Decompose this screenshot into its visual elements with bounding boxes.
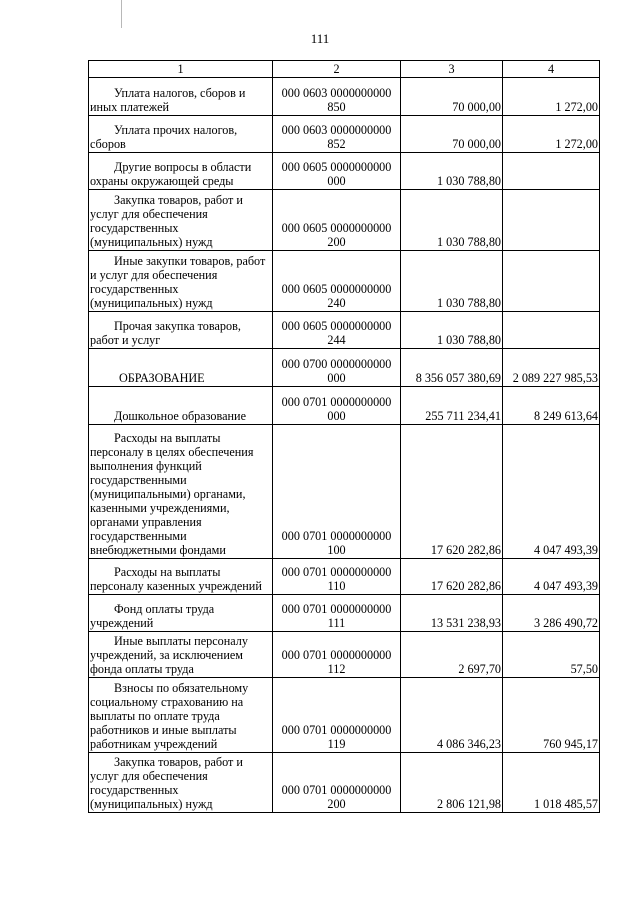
header-row	[89, 61, 600, 78]
table-row	[89, 425, 600, 559]
row-executed: 4 047 493,39	[503, 425, 600, 559]
table-row	[89, 153, 600, 190]
row-code: 000 0603 0000000000 850	[273, 78, 401, 116]
table-row	[89, 349, 600, 387]
table-row	[89, 190, 600, 251]
row-planned: 1 030 788,80	[401, 190, 503, 251]
row-executed: 57,50	[503, 632, 600, 678]
row-name: Уплата налогов, сборов и иных платежей	[89, 78, 273, 116]
row-code: 000 0701 0000000000 112	[273, 632, 401, 678]
row-name: Прочая закупка товаров, работ и услуг	[89, 312, 273, 349]
row-code: 000 0701 0000000000 000	[273, 387, 401, 425]
row-planned: 4 086 346,23	[401, 678, 503, 753]
row-planned: 13 531 238,93	[401, 595, 503, 632]
table-row	[89, 116, 600, 153]
row-code: 000 0701 0000000000 119	[273, 678, 401, 753]
row-executed: 3 286 490,72	[503, 595, 600, 632]
row-planned: 70 000,00	[401, 78, 503, 116]
header-cell: 1	[89, 61, 273, 78]
row-executed: 2 089 227 985,53	[503, 349, 600, 387]
row-name: Расходы на выплаты персоналу в целях обеспечения выполнения функций государственными (муниципальными) органами, казенными учреждениями, органами управления государственными внебюджетными фондами	[89, 425, 273, 559]
table-row	[89, 78, 600, 116]
row-executed	[503, 190, 600, 251]
row-planned: 2 697,70	[401, 632, 503, 678]
row-planned: 17 620 282,86	[401, 425, 503, 559]
page-number: 111	[310, 31, 330, 46]
header-cell: 3	[401, 61, 503, 78]
row-code: 000 0701 0000000000 110	[273, 559, 401, 595]
row-code: 000 0701 0000000000 200	[273, 753, 401, 813]
table-row	[89, 251, 600, 312]
row-planned: 17 620 282,86	[401, 559, 503, 595]
row-name: ОБРАЗОВАНИЕ	[89, 349, 273, 387]
row-name: Закупка товаров, работ и услуг для обеспечения государственных (муниципальных) нужд	[89, 753, 273, 813]
row-planned: 8 356 057 380,69	[401, 349, 503, 387]
row-name: Дошкольное образование	[89, 387, 273, 425]
table-row	[89, 753, 600, 813]
row-name: Другие вопросы в области охраны окружающей среды	[89, 153, 273, 190]
row-executed: 1 272,00	[503, 116, 600, 153]
row-code: 000 0605 0000000000 240	[273, 251, 401, 312]
row-executed: 1 272,00	[503, 78, 600, 116]
row-code: 000 0605 0000000000 000	[273, 153, 401, 190]
row-planned: 2 806 121,98	[401, 753, 503, 813]
table-row	[89, 595, 600, 632]
row-executed	[503, 251, 600, 312]
scan-edge-mark	[121, 0, 122, 28]
row-code: 000 0605 0000000000 244	[273, 312, 401, 349]
header-cell: 4	[503, 61, 600, 78]
table-row	[89, 559, 600, 595]
table-row	[89, 632, 600, 678]
row-executed: 8 249 613,64	[503, 387, 600, 425]
row-planned: 70 000,00	[401, 116, 503, 153]
row-code: 000 0603 0000000000 852	[273, 116, 401, 153]
row-code: 000 0605 0000000000 200	[273, 190, 401, 251]
row-executed: 4 047 493,39	[503, 559, 600, 595]
table-row	[89, 387, 600, 425]
row-executed: 1 018 485,57	[503, 753, 600, 813]
row-code: 000 0701 0000000000 100	[273, 425, 401, 559]
row-planned: 1 030 788,80	[401, 251, 503, 312]
row-executed	[503, 312, 600, 349]
row-code: 000 0700 0000000000 000	[273, 349, 401, 387]
row-executed	[503, 153, 600, 190]
row-planned: 1 030 788,80	[401, 153, 503, 190]
row-name: Уплата прочих налогов, сборов	[89, 116, 273, 153]
header-cell: 2	[273, 61, 401, 78]
row-planned: 255 711 234,41	[401, 387, 503, 425]
row-name: Расходы на выплаты персоналу казенных учреждений	[89, 559, 273, 595]
budget-table	[88, 60, 600, 813]
row-executed: 760 945,17	[503, 678, 600, 753]
row-name: Иные выплаты персоналу учреждений, за исключением фонда оплаты труда	[89, 632, 273, 678]
row-code: 000 0701 0000000000 111	[273, 595, 401, 632]
row-name: Закупка товаров, работ и услуг для обеспечения государственных (муниципальных) нужд	[89, 190, 273, 251]
row-name: Взносы по обязательному социальному страхованию на выплаты по оплате труда работников и иные выплаты работникам учреждений	[89, 678, 273, 753]
table-row	[89, 312, 600, 349]
row-planned: 1 030 788,80	[401, 312, 503, 349]
table-row	[89, 678, 600, 753]
row-name: Фонд оплаты труда учреждений	[89, 595, 273, 632]
row-name: Иные закупки товаров, работ и услуг для обеспечения государственных (муниципальных) нужд	[89, 251, 273, 312]
